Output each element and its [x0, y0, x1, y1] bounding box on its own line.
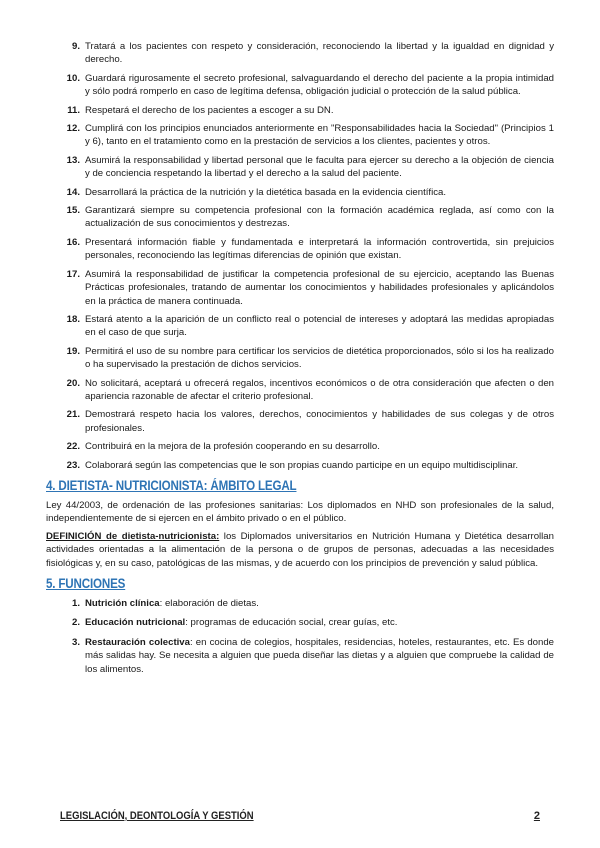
item-number: 3. — [71, 636, 80, 648]
item-number: 22. — [66, 441, 80, 453]
definition-paragraph — [46, 530, 554, 570]
list-item — [46, 408, 554, 435]
function-term: Restauración colectiva — [85, 636, 190, 648]
section-heading-legal: 4. DIETISTA- NUTRICIONISTA: ÁMBITO LEGAL — [46, 477, 297, 493]
item-text: Demostrará respeto hacia los valores, derechos, conocimientos y habilidades de sus colegas y de otros profesionales. — [85, 409, 554, 434]
list-item — [46, 459, 554, 472]
section-heading-functions: 5. FUNCIONES — [46, 576, 126, 591]
item-text: Garantizará siempre su competencia profesional con la formación académica reglada, así como con la actualización de sus conocimientos y destrezas. — [85, 205, 554, 230]
item-text: Permitirá el uso de su nombre para certificar los servicios de dietética proporcionados, sólo si los ha realizado o ha supervisado la prestación de dichos servicios. — [85, 345, 554, 371]
function-text: : elaboración de dietas. — [159, 598, 259, 609]
list-item — [46, 40, 554, 67]
page-content — [46, 40, 554, 682]
item-text: Colaborará según las competencias que le son propias cuando participe en un equipo multidisciplinar. — [85, 459, 519, 471]
item-text: Presentará información fiable y fundamentada e interpretará la información controvertida, sin prejuicios personales, reconociendo las legítimas diferencias de opinión que existan. — [85, 236, 554, 262]
item-number: 11. — [67, 104, 80, 116]
item-text: Contribuirá en la mejora de la profesión cooperando en su desarrollo. — [85, 441, 380, 453]
item-text: Estará atento a la aparición de un conflicto real o potencial de intereses y adoptará las medidas apropiadas en el caso de que surja. — [85, 313, 554, 339]
footer-title: LEGISLACIÓN, DEONTOLOGÍA Y GESTIÓN — [60, 810, 254, 822]
list-item — [46, 313, 554, 340]
item-number: 2. — [71, 617, 80, 629]
function-item — [46, 616, 554, 629]
definition-text: los Diplomados universitarios en Nutrición Humana y Dietética desarrollan actividades orientadas a la alimentación de la persona o de grupos de personas, adecuadas a las necesidades fisiológicas y, en su caso, patológicas de las mismas, y de acuerdo con los principios de prevención y salud pública. — [46, 530, 554, 569]
list-item — [46, 268, 554, 308]
list-item — [46, 204, 554, 231]
principles-list — [46, 40, 554, 472]
page-footer — [60, 810, 540, 822]
item-number: 16. — [66, 236, 80, 248]
item-number: 17. — [66, 268, 80, 280]
item-number: 10. — [66, 72, 80, 84]
item-number: 12. — [66, 123, 80, 135]
function-item — [46, 597, 554, 610]
item-number: 18. — [66, 313, 80, 325]
item-number: 1. — [71, 598, 80, 609]
item-text: Asumirá la responsabilidad de justificar la competencia profesional de su ejercicio, aceptando las Buenas Prácticas profesionales, tratando de aumentar los conocimientos y habilidades profesionales y aplicándolos en la práctica de manera continuada. — [85, 268, 554, 307]
function-text: : en cocina de colegios, hospitales, residencias, hoteles, restaurantes, etc. Es donde más salidas hay. Se necesita a alguien que pueda diseñar las dietas y a alguien que compruebe la calidad de los alimentos. — [85, 636, 554, 675]
page-number: 2 — [533, 810, 540, 822]
item-text: Asumirá la responsabilidad y libertad personal que le faculta para ejercer su derecho a la objeción de ciencia y de conciencia respetando la libertad y el derecho a la salud del paciente. — [85, 154, 554, 180]
list-item — [46, 186, 554, 199]
law-paragraph: Ley 44/2003, de ordenación de las profesiones sanitarias: Los diplomados en NHD son profesionales de la salud, independientemente de si ejercen en el ámbito privado o en el público. — [46, 499, 554, 525]
item-text: Tratará a los pacientes con respeto y consideración, reconociendo la libertad y la igualdad en dignidad y derecho. — [85, 41, 554, 66]
function-item — [46, 636, 554, 676]
item-number: 21. — [66, 409, 80, 421]
function-term: Nutrición clínica — [85, 598, 160, 609]
item-text: Desarrollará la práctica de la nutrición y la dietética basada en la evidencia científica. — [85, 186, 447, 198]
item-number: 9. — [71, 41, 80, 52]
function-text: : programas de educación social, crear guías, etc. — [185, 617, 398, 629]
list-item — [46, 236, 554, 263]
list-item — [46, 122, 554, 149]
item-text: No solicitará, aceptará u ofrecerá regalos, incentivos económicos o de otra consideración que afecten o den apariencia razonable de afectar el criterio profesional. — [85, 377, 554, 402]
list-item — [46, 345, 554, 372]
list-item — [46, 154, 554, 181]
item-text: Guardará rigurosamente el secreto profesional, salvaguardando el derecho del paciente a la propia intimidad y sólo podrá romperlo en caso de legítima defensa, obligación judicial o protección de la salud pública. — [85, 72, 554, 98]
function-term: Educación nutricional — [85, 617, 186, 629]
list-item — [46, 104, 554, 117]
functions-list — [46, 597, 554, 676]
item-number: 19. — [66, 345, 80, 357]
item-text: Cumplirá con los principios enunciados anteriormente en "Responsabilidades hacia la Sociedad" (Principios 1 y 6), tanto en el tratamiento como en la prestación de servicios a los clientes, pacientes y otros. — [85, 123, 554, 148]
item-number: 14. — [66, 186, 80, 198]
item-number: 23. — [66, 459, 80, 471]
item-number: 15. — [66, 205, 80, 217]
item-number: 20. — [66, 377, 80, 389]
list-item — [46, 440, 554, 453]
list-item — [46, 72, 554, 99]
list-item — [46, 377, 554, 404]
definition-label: DEFINICIÓN de dietista-nutricionista: — [46, 530, 220, 542]
item-text: Respetará el derecho de los pacientes a escoger a su DN. — [85, 104, 334, 116]
item-number: 13. — [66, 154, 80, 166]
